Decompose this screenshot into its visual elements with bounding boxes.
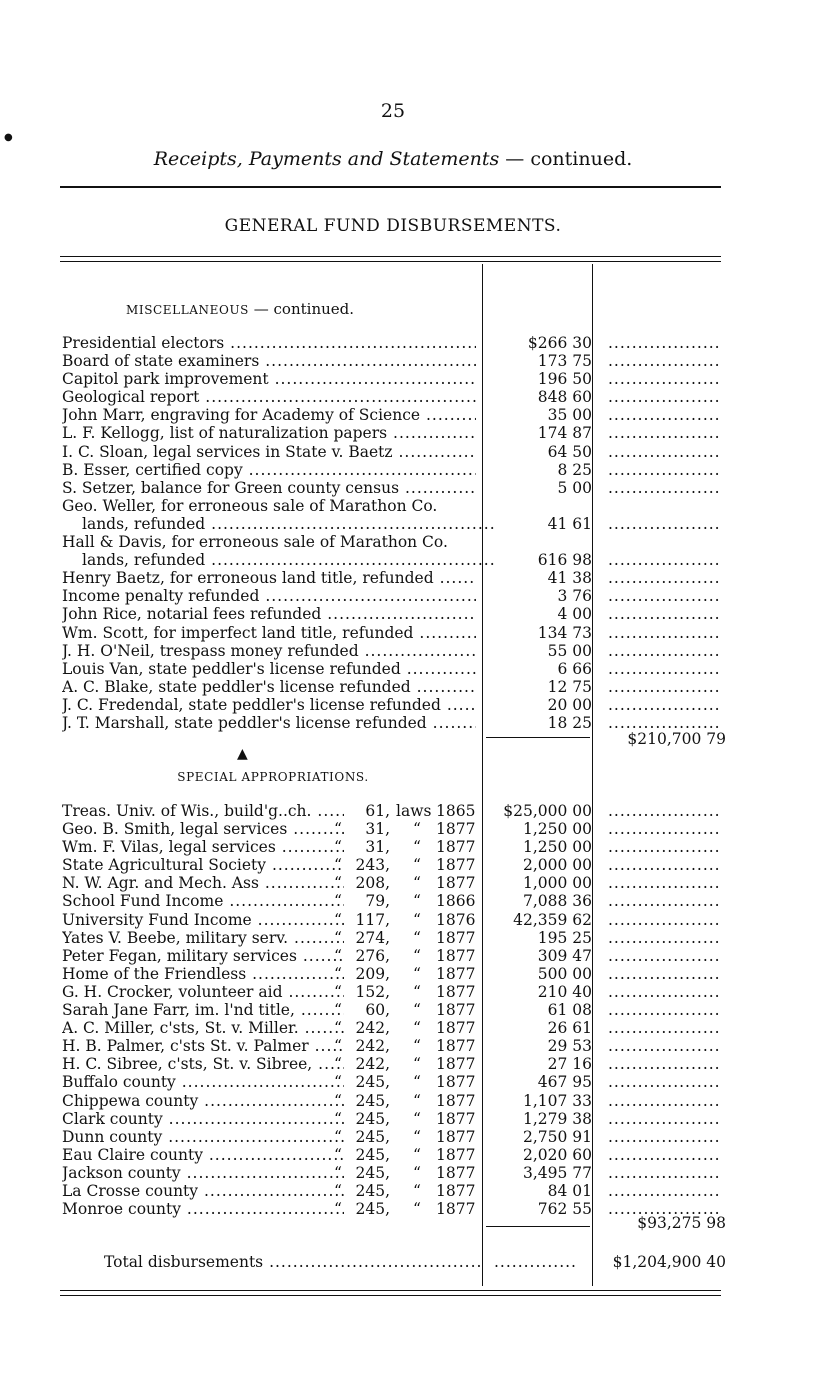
- row-description: Geo. Weller, for erroneous sale of Marathon Co.: [62, 496, 438, 515]
- leader-dots: [608, 874, 722, 892]
- row-amount: 848 60: [537, 388, 592, 407]
- row-description: Monroe county .....: [62, 1200, 344, 1218]
- leader-dots: [608, 802, 722, 820]
- ditto-mark: “: [413, 928, 421, 947]
- row-amount: 1,279 38: [522, 1109, 592, 1128]
- row-description: John Marr, engraving for Academy of Science .....: [62, 406, 476, 424]
- row-amount: 1,000 00: [522, 874, 592, 893]
- leader-dots: [608, 642, 722, 660]
- row-chapter: 208,: [355, 874, 390, 893]
- misc-heading-label: MISCELLANEOUS: [125, 303, 249, 317]
- table-row: [62, 479, 722, 497]
- row-year: 1877: [436, 838, 476, 857]
- row-description: Sarah Jane Farr, im. l'nd title, .....: [62, 1001, 344, 1019]
- row-amount: 2,000 00: [522, 856, 592, 875]
- ditto-mark: “: [413, 982, 421, 1001]
- row-description: L. F. Kellogg, list of naturalization papers .....: [62, 424, 476, 442]
- row-description: Income penalty refunded .....: [62, 587, 476, 605]
- table-row: [62, 1037, 722, 1055]
- row-description: Dunn county .....: [62, 1128, 344, 1146]
- ink-mark: ▲: [237, 746, 248, 762]
- misc-subtotal: $210,700 79: [627, 730, 726, 748]
- table-row: [62, 874, 722, 892]
- row-chapter: 245,: [355, 1091, 390, 1110]
- ditto-mark: “: [334, 1200, 342, 1219]
- row-amount: 7,088 36: [522, 892, 592, 911]
- row-amount: 616 98: [537, 551, 592, 570]
- row-year: 1877: [436, 1001, 476, 1020]
- ditto-mark: “: [334, 1109, 342, 1128]
- running-head-title: Receipts, Payments and Statements: [153, 148, 500, 170]
- leader-dots: [608, 660, 722, 678]
- row-amount: $25,000 00: [503, 802, 592, 820]
- row-description: Wm. Scott, for imperfect land title, refunded .....: [62, 624, 476, 642]
- ditto-mark: “: [334, 892, 342, 911]
- running-head-continued: — continued.: [499, 148, 633, 170]
- ditto-mark: “: [334, 964, 342, 983]
- row-amount: 18 25: [547, 713, 592, 732]
- special-table: [62, 802, 722, 1218]
- leader-dots: [608, 892, 722, 910]
- ditto-mark: “: [413, 1127, 421, 1146]
- table-row: [62, 983, 722, 1001]
- ditto-mark: “: [413, 874, 421, 893]
- ditto-mark: “: [334, 838, 342, 857]
- row-amount: 26 61: [547, 1019, 592, 1038]
- row-amount: 174 87: [537, 424, 592, 443]
- leader-dots: [608, 1164, 722, 1182]
- table-row: [62, 965, 722, 983]
- row-year: 1877: [436, 1019, 476, 1038]
- table-bottom-rule: [60, 1290, 721, 1296]
- leader-dots: [608, 479, 722, 497]
- leader-dots: [608, 1146, 722, 1164]
- ditto-mark: “: [334, 856, 342, 875]
- ditto-mark: “: [334, 874, 342, 893]
- row-year: 1877: [436, 1109, 476, 1128]
- row-chapter: 31,: [365, 838, 390, 857]
- leader-dots: [608, 678, 722, 696]
- row-year: 1877: [436, 982, 476, 1001]
- table-top-rule: [60, 256, 721, 262]
- row-year: 1877: [436, 856, 476, 875]
- row-chapter: 209,: [355, 964, 390, 983]
- row-amount: 467 95: [537, 1073, 592, 1092]
- leader-dots: [608, 696, 722, 714]
- leader-dots: [608, 983, 722, 1001]
- row-year: 1876: [436, 910, 476, 929]
- row-year: 1877: [436, 1163, 476, 1182]
- row-description: State Agricultural Society .....: [62, 856, 344, 874]
- row-year: 1877: [436, 820, 476, 839]
- leader-dots: [608, 406, 722, 424]
- row-chapter: 242,: [355, 1037, 390, 1056]
- row-description: Presidential electors .....: [62, 334, 476, 352]
- row-amount: 20 00: [547, 695, 592, 714]
- row-chapter: 79,: [365, 892, 390, 911]
- leader-dots: [608, 461, 722, 479]
- row-year: 1877: [436, 964, 476, 983]
- row-description: G. H. Crocker, volunteer aid .....: [62, 983, 344, 1001]
- row-amount: 5 00: [557, 478, 592, 497]
- ditto-mark: “: [413, 1091, 421, 1110]
- row-year: 1865: [436, 802, 476, 820]
- leader-dots: [608, 1037, 722, 1055]
- table-row: [62, 911, 722, 929]
- row-description: Yates V. Beebe, military serv. .....: [62, 929, 344, 947]
- table-row: [62, 334, 722, 352]
- row-description: B. Esser, certified copy .....: [62, 461, 476, 479]
- header-rule: [60, 186, 721, 188]
- row-amount: 4 00: [557, 605, 592, 624]
- row-description: Chippewa county .....: [62, 1092, 344, 1110]
- row-description: Eau Claire county .....: [62, 1146, 344, 1164]
- row-chapter: 60,: [365, 1001, 390, 1020]
- table-row: [62, 587, 722, 605]
- ditto-mark: “: [413, 910, 421, 929]
- table-row: [62, 1146, 722, 1164]
- ditto-mark: “: [413, 838, 421, 857]
- leader-dots: [608, 929, 722, 947]
- leader-dots: [608, 1055, 722, 1073]
- row-amount: 41 61: [547, 514, 592, 533]
- leader-dots: [494, 1253, 586, 1271]
- ditto-mark: “: [413, 1073, 421, 1092]
- row-chapter: 243,: [355, 856, 390, 875]
- ditto-mark: “: [334, 910, 342, 929]
- row-description: J. T. Marshall, state peddler's license refunded .....: [62, 714, 476, 732]
- ditto-mark: “: [334, 928, 342, 947]
- table-row: [62, 1164, 722, 1182]
- row-amount: 29 53: [547, 1037, 592, 1056]
- row-description: A. C. Miller, c'sts, St. v. Miller. .....: [62, 1019, 344, 1037]
- row-description: lands, refunded .....: [62, 515, 496, 533]
- row-chapter: 245,: [355, 1145, 390, 1164]
- leader-dots: [608, 1092, 722, 1110]
- row-description: H. C. Sibree, c'sts, St. v. Sibree, .....: [62, 1055, 344, 1073]
- table-row: [62, 352, 722, 370]
- row-year: 1877: [436, 928, 476, 947]
- row-description: Jackson county .....: [62, 1164, 344, 1182]
- section-title: GENERAL FUND DISBURSEMENTS.: [224, 216, 562, 236]
- table-row: [62, 820, 722, 838]
- table-row: [62, 1092, 722, 1110]
- row-year: 1877: [436, 1181, 476, 1200]
- ditto-mark: “: [334, 1145, 342, 1164]
- row-description: Geological report .....: [62, 388, 476, 406]
- row-chapter: 245,: [355, 1200, 390, 1219]
- row-amount: 3,495 77: [522, 1163, 592, 1182]
- row-amount: 1,250 00: [522, 838, 592, 857]
- leader-dots: [608, 424, 722, 442]
- row-amount: 3 76: [557, 587, 592, 606]
- row-amount: 762 55: [537, 1200, 592, 1219]
- row-amount: 27 16: [547, 1055, 592, 1074]
- row-description: Clark county .....: [62, 1110, 344, 1128]
- leader-dots: [608, 1182, 722, 1200]
- ditto-mark: “: [413, 820, 421, 839]
- ditto-mark: “: [334, 820, 342, 839]
- ditto-mark: “: [413, 1163, 421, 1182]
- row-description: Henry Baetz, for erroneous land title, refunded .....: [62, 569, 476, 587]
- ditto-mark: “: [413, 946, 421, 965]
- row-description: Capitol park improvement .....: [62, 370, 476, 388]
- row-amount: 1,107 33: [522, 1091, 592, 1110]
- row-chapter: 152,: [355, 982, 390, 1001]
- row-description: University Fund Income .....: [62, 911, 344, 929]
- running-head: [0, 148, 786, 170]
- table-row: [62, 443, 722, 461]
- leader-dots: [608, 1073, 722, 1091]
- row-description: Louis Van, state peddler's license refunded .....: [62, 660, 476, 678]
- row-chapter: 245,: [355, 1127, 390, 1146]
- ditto-mark: “: [334, 1037, 342, 1056]
- leader-dots: [608, 551, 722, 569]
- ditto-mark: “: [413, 964, 421, 983]
- ditto-mark: “: [413, 1001, 421, 1020]
- table-row: [62, 1182, 722, 1200]
- row-description: John Rice, notarial fees refunded .....: [62, 605, 476, 623]
- leader-dots: [608, 856, 722, 874]
- table-row: [62, 497, 722, 515]
- row-amount: 64 50: [547, 442, 592, 461]
- margin-dot: ●: [4, 132, 13, 143]
- row-year: 1877: [436, 1200, 476, 1219]
- table-row: [62, 838, 722, 856]
- ditto-mark: “: [413, 1055, 421, 1074]
- table-row: [62, 696, 722, 714]
- row-chapter: 276,: [355, 946, 390, 965]
- ditto-mark: “: [413, 1200, 421, 1219]
- leader-dots: [608, 1001, 722, 1019]
- row-chapter: 61,: [365, 802, 390, 820]
- row-amount: 41 38: [547, 569, 592, 588]
- row-description: Hall & Davis, for erroneous sale of Marathon Co.: [62, 533, 448, 552]
- row-chapter: 31,: [365, 820, 390, 839]
- ditto-mark: “: [413, 1037, 421, 1056]
- table-row: [62, 551, 722, 569]
- row-description: Geo. B. Smith, legal services .....: [62, 820, 344, 838]
- misc-heading-continued: — continued.: [249, 300, 355, 318]
- row-year: 1877: [436, 946, 476, 965]
- row-amount: 55 00: [547, 641, 592, 660]
- ditto-mark: “: [334, 1019, 342, 1038]
- row-chapter: 245,: [355, 1181, 390, 1200]
- row-amount: 12 75: [547, 677, 592, 696]
- leader-dots: [608, 388, 722, 406]
- row-description: School Fund Income .....: [62, 892, 344, 910]
- table-row: [62, 947, 722, 965]
- ditto-mark: “: [413, 856, 421, 875]
- row-description: Home of the Friendless .....: [62, 965, 344, 983]
- row-amount: 309 47: [537, 946, 592, 965]
- row-year: 1877: [436, 874, 476, 893]
- leader-dots: [608, 838, 722, 856]
- leader-dots: [608, 569, 722, 587]
- row-description: J. C. Fredendal, state peddler's license refunded .....: [62, 696, 476, 714]
- row-description: Peter Fegan, military services .....: [62, 947, 344, 965]
- row-description: Buffalo county .....: [62, 1073, 344, 1091]
- row-amount: 2,020 60: [522, 1145, 592, 1164]
- row-chapter: 274,: [355, 928, 390, 947]
- ditto-mark: “: [334, 1073, 342, 1092]
- special-sum-rule: [486, 1226, 590, 1227]
- row-description: Treas. Univ. of Wis., build'g..ch. .....: [62, 802, 344, 820]
- row-chapter: 245,: [355, 1073, 390, 1092]
- table-row: [62, 624, 722, 642]
- row-chapter: 117,: [355, 910, 390, 929]
- ditto-mark: “: [334, 1127, 342, 1146]
- leader-dots: [608, 334, 722, 352]
- row-description: J. H. O'Neil, trespass money refunded .....: [62, 642, 476, 660]
- row-year: 1877: [436, 1055, 476, 1074]
- table-row: [62, 569, 722, 587]
- row-amount: 134 73: [537, 623, 592, 642]
- table-row: [62, 1055, 722, 1073]
- row-chapter: 242,: [355, 1019, 390, 1038]
- row-amount: 2,750 91: [522, 1127, 592, 1146]
- row-laws: laws: [396, 802, 432, 820]
- row-description: S. Setzer, balance for Green county census .....: [62, 479, 476, 497]
- ditto-mark: “: [334, 1091, 342, 1110]
- leader-dots: [608, 911, 722, 929]
- misc-table: [62, 334, 722, 732]
- row-year: 1877: [436, 1073, 476, 1092]
- table-row: [62, 406, 722, 424]
- table-row: [62, 370, 722, 388]
- total-label: Total disbursements .....: [104, 1253, 482, 1271]
- table-row: [62, 1073, 722, 1091]
- table-row: [62, 660, 722, 678]
- ditto-mark: “: [413, 1145, 421, 1164]
- table-row: [62, 1110, 722, 1128]
- row-description: A. C. Blake, state peddler's license refunded .....: [62, 678, 476, 696]
- row-chapter: 245,: [355, 1163, 390, 1182]
- row-year: 1877: [436, 1127, 476, 1146]
- row-amount: 195 25: [537, 928, 592, 947]
- ditto-mark: “: [413, 1019, 421, 1038]
- table-row: [62, 929, 722, 947]
- leader-dots: [608, 965, 722, 983]
- row-chapter: 245,: [355, 1109, 390, 1128]
- table-row: [62, 424, 722, 442]
- special-subtotal: $93,275 98: [637, 1214, 726, 1232]
- ditto-mark: “: [413, 1181, 421, 1200]
- leader-dots: [608, 443, 722, 461]
- ditto-mark: “: [334, 946, 342, 965]
- row-year: 1877: [436, 1037, 476, 1056]
- leader-dots: [608, 370, 722, 388]
- ditto-mark: “: [334, 1001, 342, 1020]
- special-heading: SPECIAL APPROPRIATIONS.: [177, 770, 369, 784]
- table-row: [62, 388, 722, 406]
- table-row: [62, 856, 722, 874]
- row-amount: 6 66: [557, 659, 592, 678]
- ditto-mark: “: [413, 892, 421, 911]
- table-row: [62, 605, 722, 623]
- ditto-mark: “: [334, 1181, 342, 1200]
- row-amount: 1,250 00: [522, 820, 592, 839]
- row-amount: 8 25: [557, 460, 592, 479]
- row-year: 1877: [436, 1091, 476, 1110]
- row-description: N. W. Agr. and Mech. Ass .....: [62, 874, 344, 892]
- leader-dots: [608, 587, 722, 605]
- table-row: [62, 892, 722, 910]
- row-amount: 210 40: [537, 982, 592, 1001]
- page-number: 25: [380, 100, 406, 122]
- row-amount: 61 08: [547, 1001, 592, 1020]
- row-amount: 42,359 62: [513, 910, 592, 929]
- ditto-mark: “: [334, 1163, 342, 1182]
- ditto-mark: “: [334, 982, 342, 1001]
- row-amount: 173 75: [537, 352, 592, 371]
- leader-dots: [608, 352, 722, 370]
- row-year: 1877: [436, 1145, 476, 1164]
- row-description: Wm. F. Vilas, legal services .....: [62, 838, 344, 856]
- table-row: [62, 515, 722, 533]
- row-amount: 500 00: [537, 964, 592, 983]
- leader-dots: [608, 820, 722, 838]
- row-description: Board of state examiners .....: [62, 352, 476, 370]
- leader-dots: [608, 1019, 722, 1037]
- row-amount: 196 50: [537, 370, 592, 389]
- table-row: [62, 533, 722, 551]
- table-row: [62, 1128, 722, 1146]
- row-chapter: 242,: [355, 1055, 390, 1074]
- table-row: [62, 461, 722, 479]
- table-row: [62, 642, 722, 660]
- row-description: H. B. Palmer, c'sts St. v. Palmer .....: [62, 1037, 344, 1055]
- misc-sum-rule: [486, 737, 590, 738]
- row-description: I. C. Sloan, legal services in State v. Baetz .....: [62, 443, 476, 461]
- leader-dots: [608, 1128, 722, 1146]
- table-row: [62, 1001, 722, 1019]
- ditto-mark: “: [413, 1109, 421, 1128]
- leader-dots: [608, 1110, 722, 1128]
- total-value: $1,204,900 40: [612, 1253, 726, 1271]
- leader-dots: [608, 624, 722, 642]
- row-amount: $266 30: [527, 334, 592, 352]
- misc-heading: [0, 300, 480, 318]
- row-description: La Crosse county .....: [62, 1182, 344, 1200]
- table-row: [62, 1019, 722, 1037]
- leader-dots: [608, 515, 722, 533]
- leader-dots: [608, 605, 722, 623]
- row-description: lands, refunded .....: [62, 551, 496, 569]
- row-amount: 35 00: [547, 406, 592, 425]
- table-row: [62, 678, 722, 696]
- ditto-mark: “: [334, 1055, 342, 1074]
- row-year: 1866: [436, 892, 476, 911]
- leader-dots: [608, 947, 722, 965]
- row-amount: 84 01: [547, 1181, 592, 1200]
- table-row: [62, 802, 722, 820]
